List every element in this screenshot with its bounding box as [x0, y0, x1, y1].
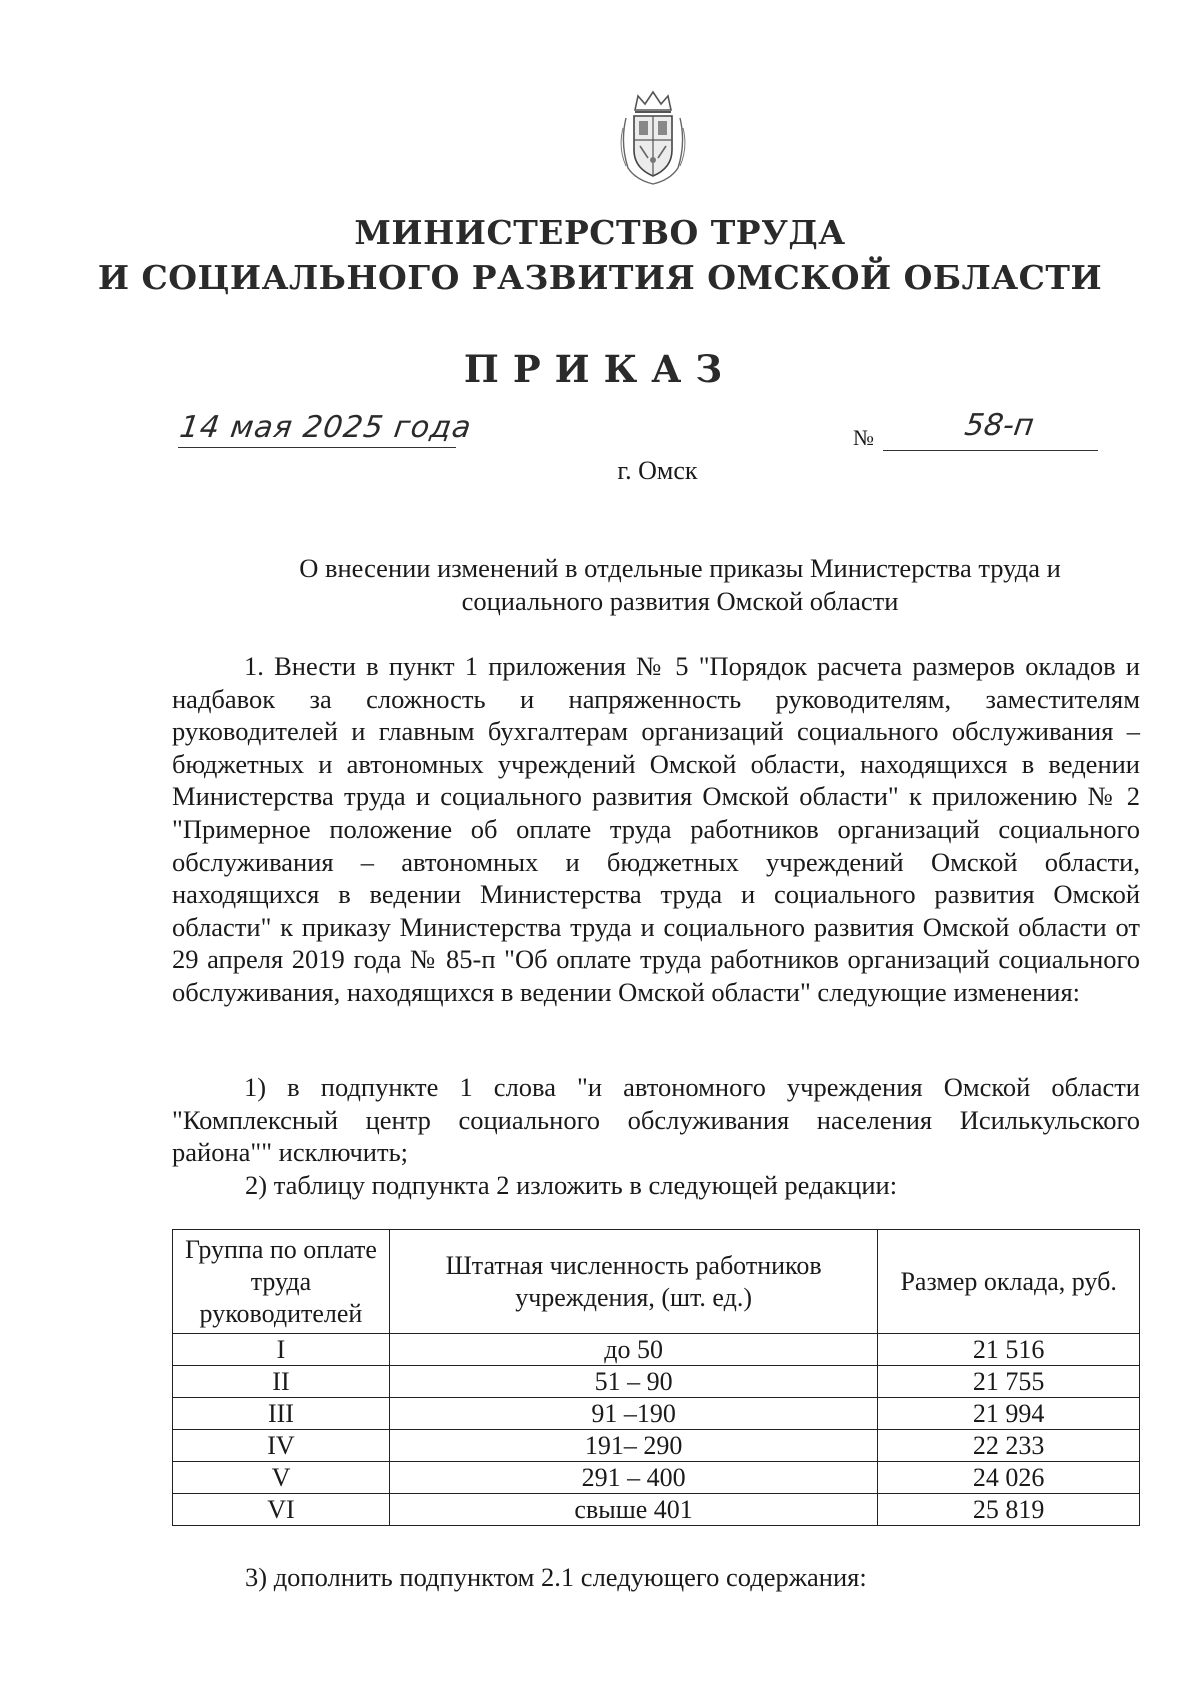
- ministry-name-line1: МИНИСТЕРСТВО ТРУДА: [354, 213, 846, 252]
- table-row: [173, 1334, 1140, 1366]
- ministry-name-line2: И СОЦИАЛЬНОГО РАЗВИТИЯ ОМСКОЙ ОБЛАСТИ: [97, 258, 1103, 297]
- header-pay-group: Группа по оплате труда руководителей: [173, 1230, 390, 1334]
- paragraph-subitem-2: 2) таблицу подпункта 2 изложить в следующей редакции:: [245, 1170, 898, 1200]
- cell-group: IV: [173, 1430, 390, 1462]
- table-row: [173, 1430, 1140, 1462]
- cell-salary: 22 233: [878, 1430, 1140, 1462]
- cell-salary: 25 819: [878, 1494, 1140, 1526]
- handwritten-order-number: 58-п: [962, 408, 1037, 443]
- cell-staff: 51 – 90: [389, 1366, 877, 1398]
- handwritten-date: 14 мая 2025 года: [177, 410, 474, 445]
- table-row: [173, 1462, 1140, 1494]
- document-type-title: ПРИКАЗ: [463, 347, 737, 391]
- cell-group: III: [173, 1398, 390, 1430]
- cell-staff: свыше 401: [389, 1494, 877, 1526]
- date-underline: [178, 447, 456, 448]
- header-salary-size: Размер оклада, руб.: [878, 1230, 1140, 1334]
- paragraph-subitem-3: 3) дополнить подпунктом 2.1 следующего содержания:: [245, 1562, 867, 1592]
- cell-salary: 21 755: [878, 1366, 1140, 1398]
- cell-staff: до 50: [389, 1334, 877, 1366]
- header-staff-count: Штатная численность работников учреждения, (шт. ед.): [389, 1230, 877, 1334]
- salary-table: [172, 1229, 1140, 1526]
- paragraph-subitem-1: 1) в подпункте 1 слова "и автономного учреждения Омской области "Комплексный центр социального обслуживания населения Исилькульского района"" исключить;: [172, 1072, 1140, 1168]
- table-header-row: [173, 1230, 1140, 1334]
- cell-group: V: [173, 1462, 390, 1494]
- paragraph-1: 1. Внести в пункт 1 приложения № 5 "Порядок расчета размеров окладов и надбавок за сложность и напряженность руководителям, заместителям руководителей и главным бухгалтерам организаций социального обслуживания – бюджетных и автономных учреждений Омской области, находящихся в ведении Министерства труда и социального развития Омской области" к приложению № 2 "Примерное положение об оплате труда работников организаций социального обслуживания – автономных и бюджетных учреждений Омской области, находящихся в ведении Министерства труда и социального развития Омской области" к приказу Министерства труда и социального развития Омской области от 29 апреля 2019 года № 85-п "Об оплате труда работников организаций социального обслуживания, находящихся в ведении Омской области" следующие изменения:: [172, 651, 1140, 1007]
- coat-of-arms-icon: [618, 88, 688, 188]
- table-row: [173, 1398, 1140, 1430]
- cell-group: I: [173, 1334, 390, 1366]
- cell-salary: 24 026: [878, 1462, 1140, 1494]
- cell-group: VI: [173, 1494, 390, 1526]
- table-row: [173, 1494, 1140, 1526]
- cell-salary: 21 994: [878, 1398, 1140, 1430]
- cell-salary: 21 516: [878, 1334, 1140, 1366]
- city-label: г. Омск: [617, 456, 698, 485]
- cell-group: II: [173, 1366, 390, 1398]
- number-sign: №: [853, 425, 874, 450]
- number-underline: [883, 450, 1098, 451]
- table-row: [173, 1366, 1140, 1398]
- order-subject: О внесении изменений в отдельные приказы Министерства труда и социального развития Омской области: [299, 553, 1061, 616]
- cell-staff: 191– 290: [389, 1430, 877, 1462]
- cell-staff: 291 – 400: [389, 1462, 877, 1494]
- cell-staff: 91 –190: [389, 1398, 877, 1430]
